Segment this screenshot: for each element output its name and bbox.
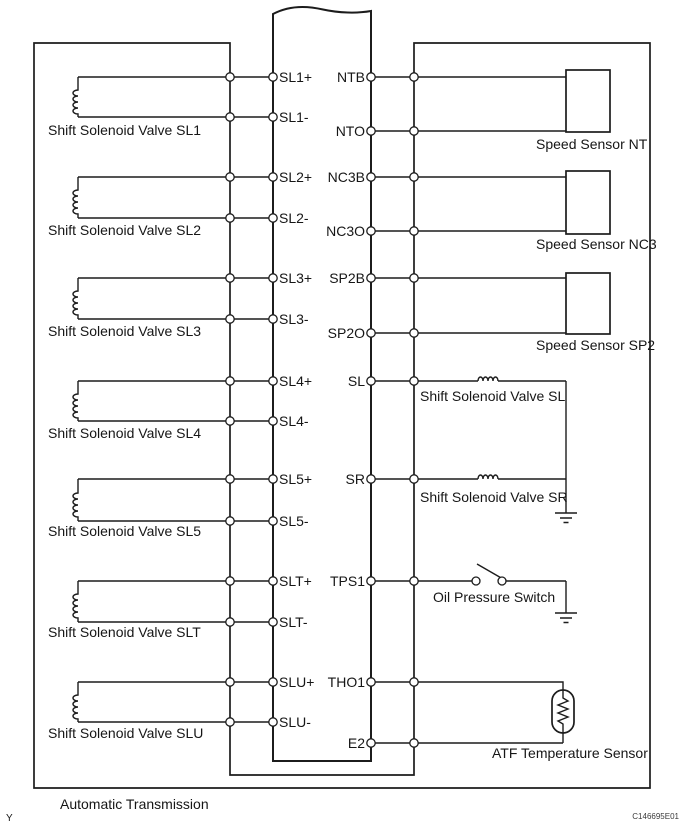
pin-label: SP2O bbox=[327, 325, 365, 341]
sensor-box bbox=[566, 273, 610, 334]
component-label: Shift Solenoid Valve SLT bbox=[48, 624, 201, 640]
connection-node bbox=[226, 577, 234, 585]
sensor-box bbox=[566, 171, 610, 234]
coil-icon bbox=[73, 77, 78, 117]
pin bbox=[367, 127, 375, 135]
shift-solenoid-valve-sl1 bbox=[48, 77, 273, 138]
transmission-label: Automatic Transmission bbox=[60, 796, 209, 812]
pin-label: NTO bbox=[335, 123, 365, 139]
coil-icon bbox=[73, 581, 78, 622]
component-label: Shift Solenoid Valve SL bbox=[420, 388, 566, 404]
pin bbox=[269, 718, 277, 726]
pin-label: SLT+ bbox=[279, 573, 312, 589]
connection-node bbox=[410, 227, 418, 235]
pin-label: SL3- bbox=[279, 311, 309, 327]
ground-icon bbox=[555, 613, 577, 623]
connection-node bbox=[226, 517, 234, 525]
thermistor-zigzag-icon bbox=[558, 690, 568, 733]
pin bbox=[269, 577, 277, 585]
connection-node bbox=[410, 127, 418, 135]
pin bbox=[367, 475, 375, 483]
corner-mark: Y bbox=[6, 813, 13, 824]
connection-node bbox=[226, 417, 234, 425]
connection-node bbox=[410, 577, 418, 585]
figure-code: C146695E01 bbox=[632, 812, 679, 821]
connection-node bbox=[226, 377, 234, 385]
wire bbox=[371, 77, 566, 131]
pin-label: SL1- bbox=[279, 109, 309, 125]
pin bbox=[269, 73, 277, 81]
component-label: Shift Solenoid Valve SL3 bbox=[48, 323, 202, 339]
wire bbox=[78, 77, 273, 117]
pin-label: NC3O bbox=[326, 223, 365, 239]
component-label: Speed Sensor NT bbox=[536, 136, 648, 152]
connection-node bbox=[226, 214, 234, 222]
component-label: ATF Temperature Sensor bbox=[492, 745, 648, 761]
shift-solenoid-valve-slu bbox=[48, 682, 273, 741]
component-label: Shift Solenoid Valve SLU bbox=[48, 725, 204, 741]
switch-contact bbox=[498, 577, 506, 585]
shift-solenoid-valve-sl5 bbox=[48, 479, 273, 539]
wire bbox=[371, 177, 566, 231]
pin bbox=[269, 274, 277, 282]
connection-node bbox=[226, 618, 234, 626]
shift-solenoid-valve-sl4 bbox=[48, 381, 273, 441]
pin-label: SL4+ bbox=[279, 373, 313, 389]
pin-label: SL3+ bbox=[279, 270, 313, 286]
pin bbox=[367, 577, 375, 585]
connection-node bbox=[410, 678, 418, 686]
pin-label: SR bbox=[345, 471, 365, 487]
connection-node bbox=[410, 329, 418, 337]
pin-label: SL5+ bbox=[279, 471, 313, 487]
wire bbox=[78, 381, 273, 421]
component-label: Speed Sensor SP2 bbox=[536, 337, 656, 353]
connection-node bbox=[410, 739, 418, 747]
pin bbox=[367, 274, 375, 282]
component-label: Shift Solenoid Valve SL5 bbox=[48, 523, 202, 539]
pin-label: SLT- bbox=[279, 614, 308, 630]
pin-label: SL1+ bbox=[279, 69, 313, 85]
pin bbox=[269, 475, 277, 483]
shift-solenoid-valve-sl2 bbox=[48, 177, 273, 238]
pin bbox=[269, 377, 277, 385]
coil-icon bbox=[73, 479, 78, 521]
coil-icon bbox=[73, 682, 78, 722]
connection-node bbox=[226, 113, 234, 121]
connection-node bbox=[226, 315, 234, 323]
pin-label: SL bbox=[347, 373, 365, 389]
pin bbox=[269, 214, 277, 222]
switch-blade-icon bbox=[477, 564, 503, 579]
wire bbox=[78, 479, 273, 521]
pin bbox=[367, 329, 375, 337]
pin bbox=[367, 227, 375, 235]
connection-node bbox=[410, 173, 418, 181]
connection-node bbox=[410, 377, 418, 385]
ground-icon bbox=[555, 513, 577, 523]
shift-solenoid-valve-slt bbox=[48, 581, 273, 640]
wire bbox=[78, 278, 273, 319]
component-label: Shift Solenoid Valve SR bbox=[420, 489, 568, 505]
connection-node bbox=[226, 475, 234, 483]
pin-label: TPS1 bbox=[329, 573, 365, 589]
pin-label: THO1 bbox=[327, 674, 365, 690]
shift-solenoid-valve-sl-right bbox=[371, 377, 566, 404]
pin bbox=[367, 377, 375, 385]
pin bbox=[367, 173, 375, 181]
pin bbox=[269, 678, 277, 686]
oil-pressure-switch bbox=[371, 564, 577, 623]
pin bbox=[269, 618, 277, 626]
connection-node bbox=[226, 718, 234, 726]
shift-solenoid-valve-sl3 bbox=[48, 278, 273, 339]
pin-label: SL4- bbox=[279, 413, 309, 429]
component-label: Oil Pressure Switch bbox=[433, 589, 556, 605]
wire bbox=[78, 682, 273, 722]
pin-label: SL5- bbox=[279, 513, 309, 529]
atf-temperature-sensor bbox=[371, 682, 648, 761]
connection-node bbox=[410, 274, 418, 282]
pin bbox=[367, 678, 375, 686]
pin bbox=[269, 517, 277, 525]
pin-label: SL2- bbox=[279, 210, 309, 226]
sensor-box bbox=[566, 70, 610, 132]
pin-label: SLU- bbox=[279, 714, 311, 730]
coil-icon bbox=[478, 377, 498, 381]
coil-icon bbox=[73, 177, 78, 218]
pin bbox=[269, 173, 277, 181]
pin-label: NC3B bbox=[327, 169, 365, 185]
pin-label: NTB bbox=[337, 69, 365, 85]
pin bbox=[269, 113, 277, 121]
coil-icon bbox=[73, 278, 78, 319]
pin bbox=[269, 417, 277, 425]
wire bbox=[371, 682, 563, 743]
pin-label: SP2B bbox=[329, 270, 365, 286]
connection-node bbox=[410, 73, 418, 81]
shift-solenoid-valve-sr-right bbox=[371, 475, 568, 505]
pin bbox=[269, 315, 277, 323]
connection-node bbox=[410, 475, 418, 483]
wire bbox=[371, 278, 566, 333]
wire bbox=[78, 581, 273, 622]
pin bbox=[367, 73, 375, 81]
pin-label: E2 bbox=[347, 735, 365, 751]
connection-node bbox=[226, 678, 234, 686]
component-label: Shift Solenoid Valve SL4 bbox=[48, 425, 202, 441]
coil-icon bbox=[478, 475, 498, 479]
pin bbox=[367, 739, 375, 747]
connection-node bbox=[226, 73, 234, 81]
coil-icon bbox=[73, 381, 78, 421]
connection-node bbox=[226, 274, 234, 282]
connection-node bbox=[226, 173, 234, 181]
pin-label: SL2+ bbox=[279, 169, 313, 185]
component-label: Shift Solenoid Valve SL1 bbox=[48, 122, 202, 138]
speed-sensor-nt bbox=[371, 70, 648, 152]
pin-label: SLU+ bbox=[279, 674, 315, 690]
wire bbox=[78, 177, 273, 218]
component-label: Shift Solenoid Valve SL2 bbox=[48, 222, 202, 238]
component-label: Speed Sensor NC3 bbox=[536, 236, 657, 252]
switch-contact bbox=[472, 577, 480, 585]
